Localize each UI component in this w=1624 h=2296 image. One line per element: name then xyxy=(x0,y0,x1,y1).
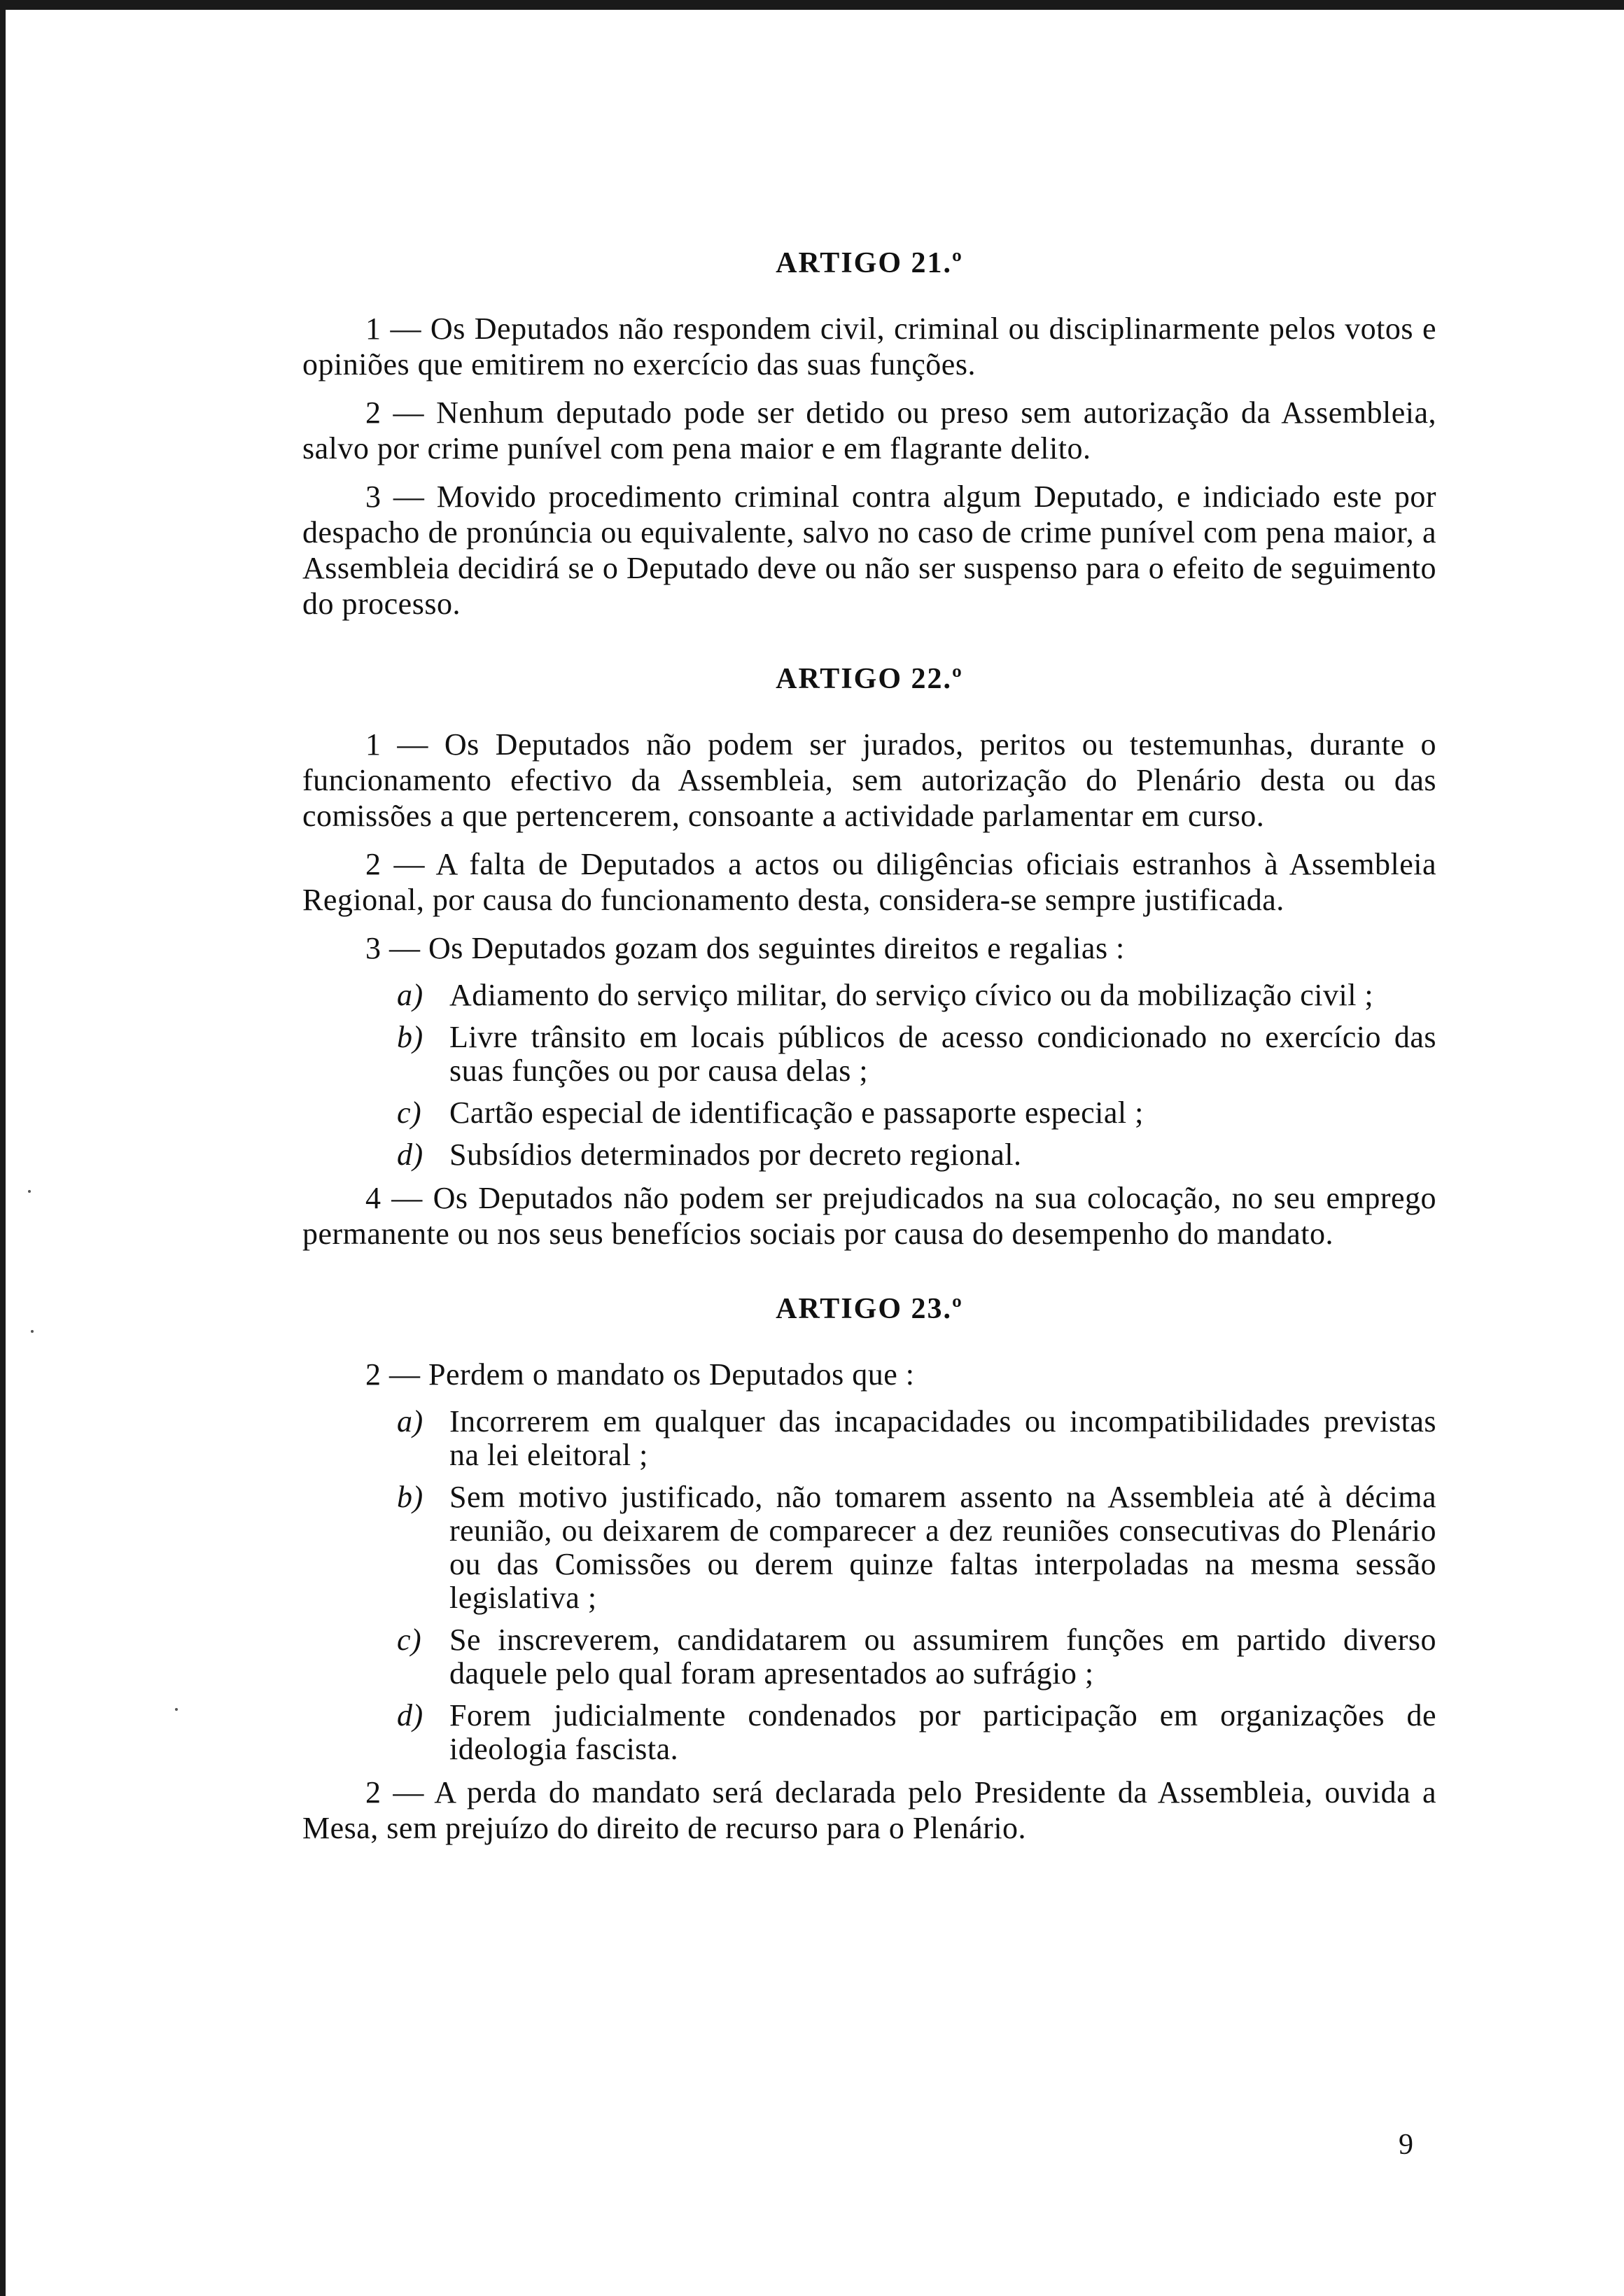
article-22 xyxy=(302,662,1436,1252)
scan-left-edge xyxy=(0,0,6,2296)
list-item xyxy=(302,1480,1436,1615)
article-23 xyxy=(302,1292,1436,1846)
list-item-text: Se inscreverem, candidatarem ou assumirem funções em partido diverso daquele pelo qual foram apresentados ao sufrágio ; xyxy=(449,1623,1436,1690)
list-item-marker: b) xyxy=(397,1020,424,1054)
article-paragraph: 3 — Movido procedimento criminal contra algum Deputado, e indiciado este por despacho de pronúncia ou equivalente, salvo no caso de crime punível com pena maior, a Assembleia decidirá se o Deputado deve ou não ser suspenso para o efeito de seguimento do processo. xyxy=(302,479,1436,621)
page-number: 9 xyxy=(1399,2129,1413,2161)
article-paragraph: 2 — Perdem o mandato os Deputados que : xyxy=(365,1357,915,1392)
list-item-marker: d) xyxy=(397,1138,424,1172)
article-paragraph: 1 — Os Deputados não respondem civil, criminal ou disciplinarmente pelos votos e opiniões que emitirem no exercício das suas funções. xyxy=(302,312,1436,382)
article-paragraph: 1 — Os Deputados não podem ser jurados, peritos ou testemunhas, durante o funcionamento efectivo da Assembleia, sem autorização do Plenário desta ou das comissões a que pertencerem, consoante a actividade parlamentar em curso. xyxy=(302,727,1436,833)
list-item-text: Livre trânsito em locais públicos de acesso condicionado no exercício das suas funções ou por causa delas ; xyxy=(449,1020,1436,1088)
scan-top-edge xyxy=(0,0,1624,10)
article-21 xyxy=(302,246,1436,622)
list-item xyxy=(302,979,1436,1012)
article-heading: ARTIGO 22.º xyxy=(776,663,963,695)
list-item-text: Sem motivo justificado, não tomarem assento na Assembleia até à décima reunião, ou deixarem de comparecer a dez reuniões consecutivas do Plenário ou das Comissões ou derem quinze faltas interpoladas na mesma sessão legislativa ; xyxy=(449,1480,1436,1615)
list-item-marker: a) xyxy=(397,1404,424,1438)
list-item-marker: c) xyxy=(397,1623,422,1657)
list-item-marker: d) xyxy=(397,1698,424,1732)
article-paragraph: 2 — Nenhum deputado pode ser detido ou preso sem autorização da Assembleia, salvo por crime punível com pena maior e em flagrante delito. xyxy=(302,396,1436,465)
article-heading: ARTIGO 23.º xyxy=(776,1293,963,1325)
scan-speck xyxy=(175,1708,178,1711)
list-item-marker: a) xyxy=(397,978,424,1012)
list-item xyxy=(302,1096,1436,1130)
list-item-text: Subsídios determinados por decreto regional. xyxy=(449,1138,1022,1172)
list-item-marker: b) xyxy=(397,1480,424,1514)
article-heading: ARTIGO 21.º xyxy=(776,247,963,279)
list-item-text: Incorrerem em qualquer das incapacidades ou incompatibilidades previstas na lei eleitoral ; xyxy=(449,1404,1436,1472)
article-paragraph: 4 — Os Deputados não podem ser prejudicados na sua colocação, no seu emprego permanente ou nos seus benefícios sociais por causa do desempenho do mandato. xyxy=(302,1181,1436,1251)
list-item xyxy=(302,1021,1436,1088)
document-page xyxy=(302,246,1436,1886)
list-item xyxy=(302,1138,1436,1172)
list-item xyxy=(302,1699,1436,1766)
scan-speck xyxy=(31,1330,34,1333)
scan-speck xyxy=(28,1190,31,1193)
list-item-text: Forem judicialmente condenados por participação em organizações de ideologia fascista. xyxy=(449,1698,1436,1766)
list-item-text: Adiamento do serviço militar, do serviço cívico ou da mobilização civil ; xyxy=(449,978,1374,1012)
article-paragraph: 2 — A falta de Deputados a actos ou diligências oficiais estranhos à Assembleia Regional, por causa do funcionamento desta, considera-se sempre justificada. xyxy=(302,847,1436,917)
list-item xyxy=(302,1405,1436,1472)
article-paragraph: 2 — A perda do mandato será declarada pelo Presidente da Assembleia, ouvida a Mesa, sem prejuízo do direito de recurso para o Plenário. xyxy=(302,1775,1436,1845)
list-item-text: Cartão especial de identificação e passaporte especial ; xyxy=(449,1096,1144,1130)
article-paragraph: 3 — Os Deputados gozam dos seguintes direitos e regalias : xyxy=(365,931,1125,965)
list-item-marker: c) xyxy=(397,1096,422,1130)
list-item xyxy=(302,1623,1436,1690)
